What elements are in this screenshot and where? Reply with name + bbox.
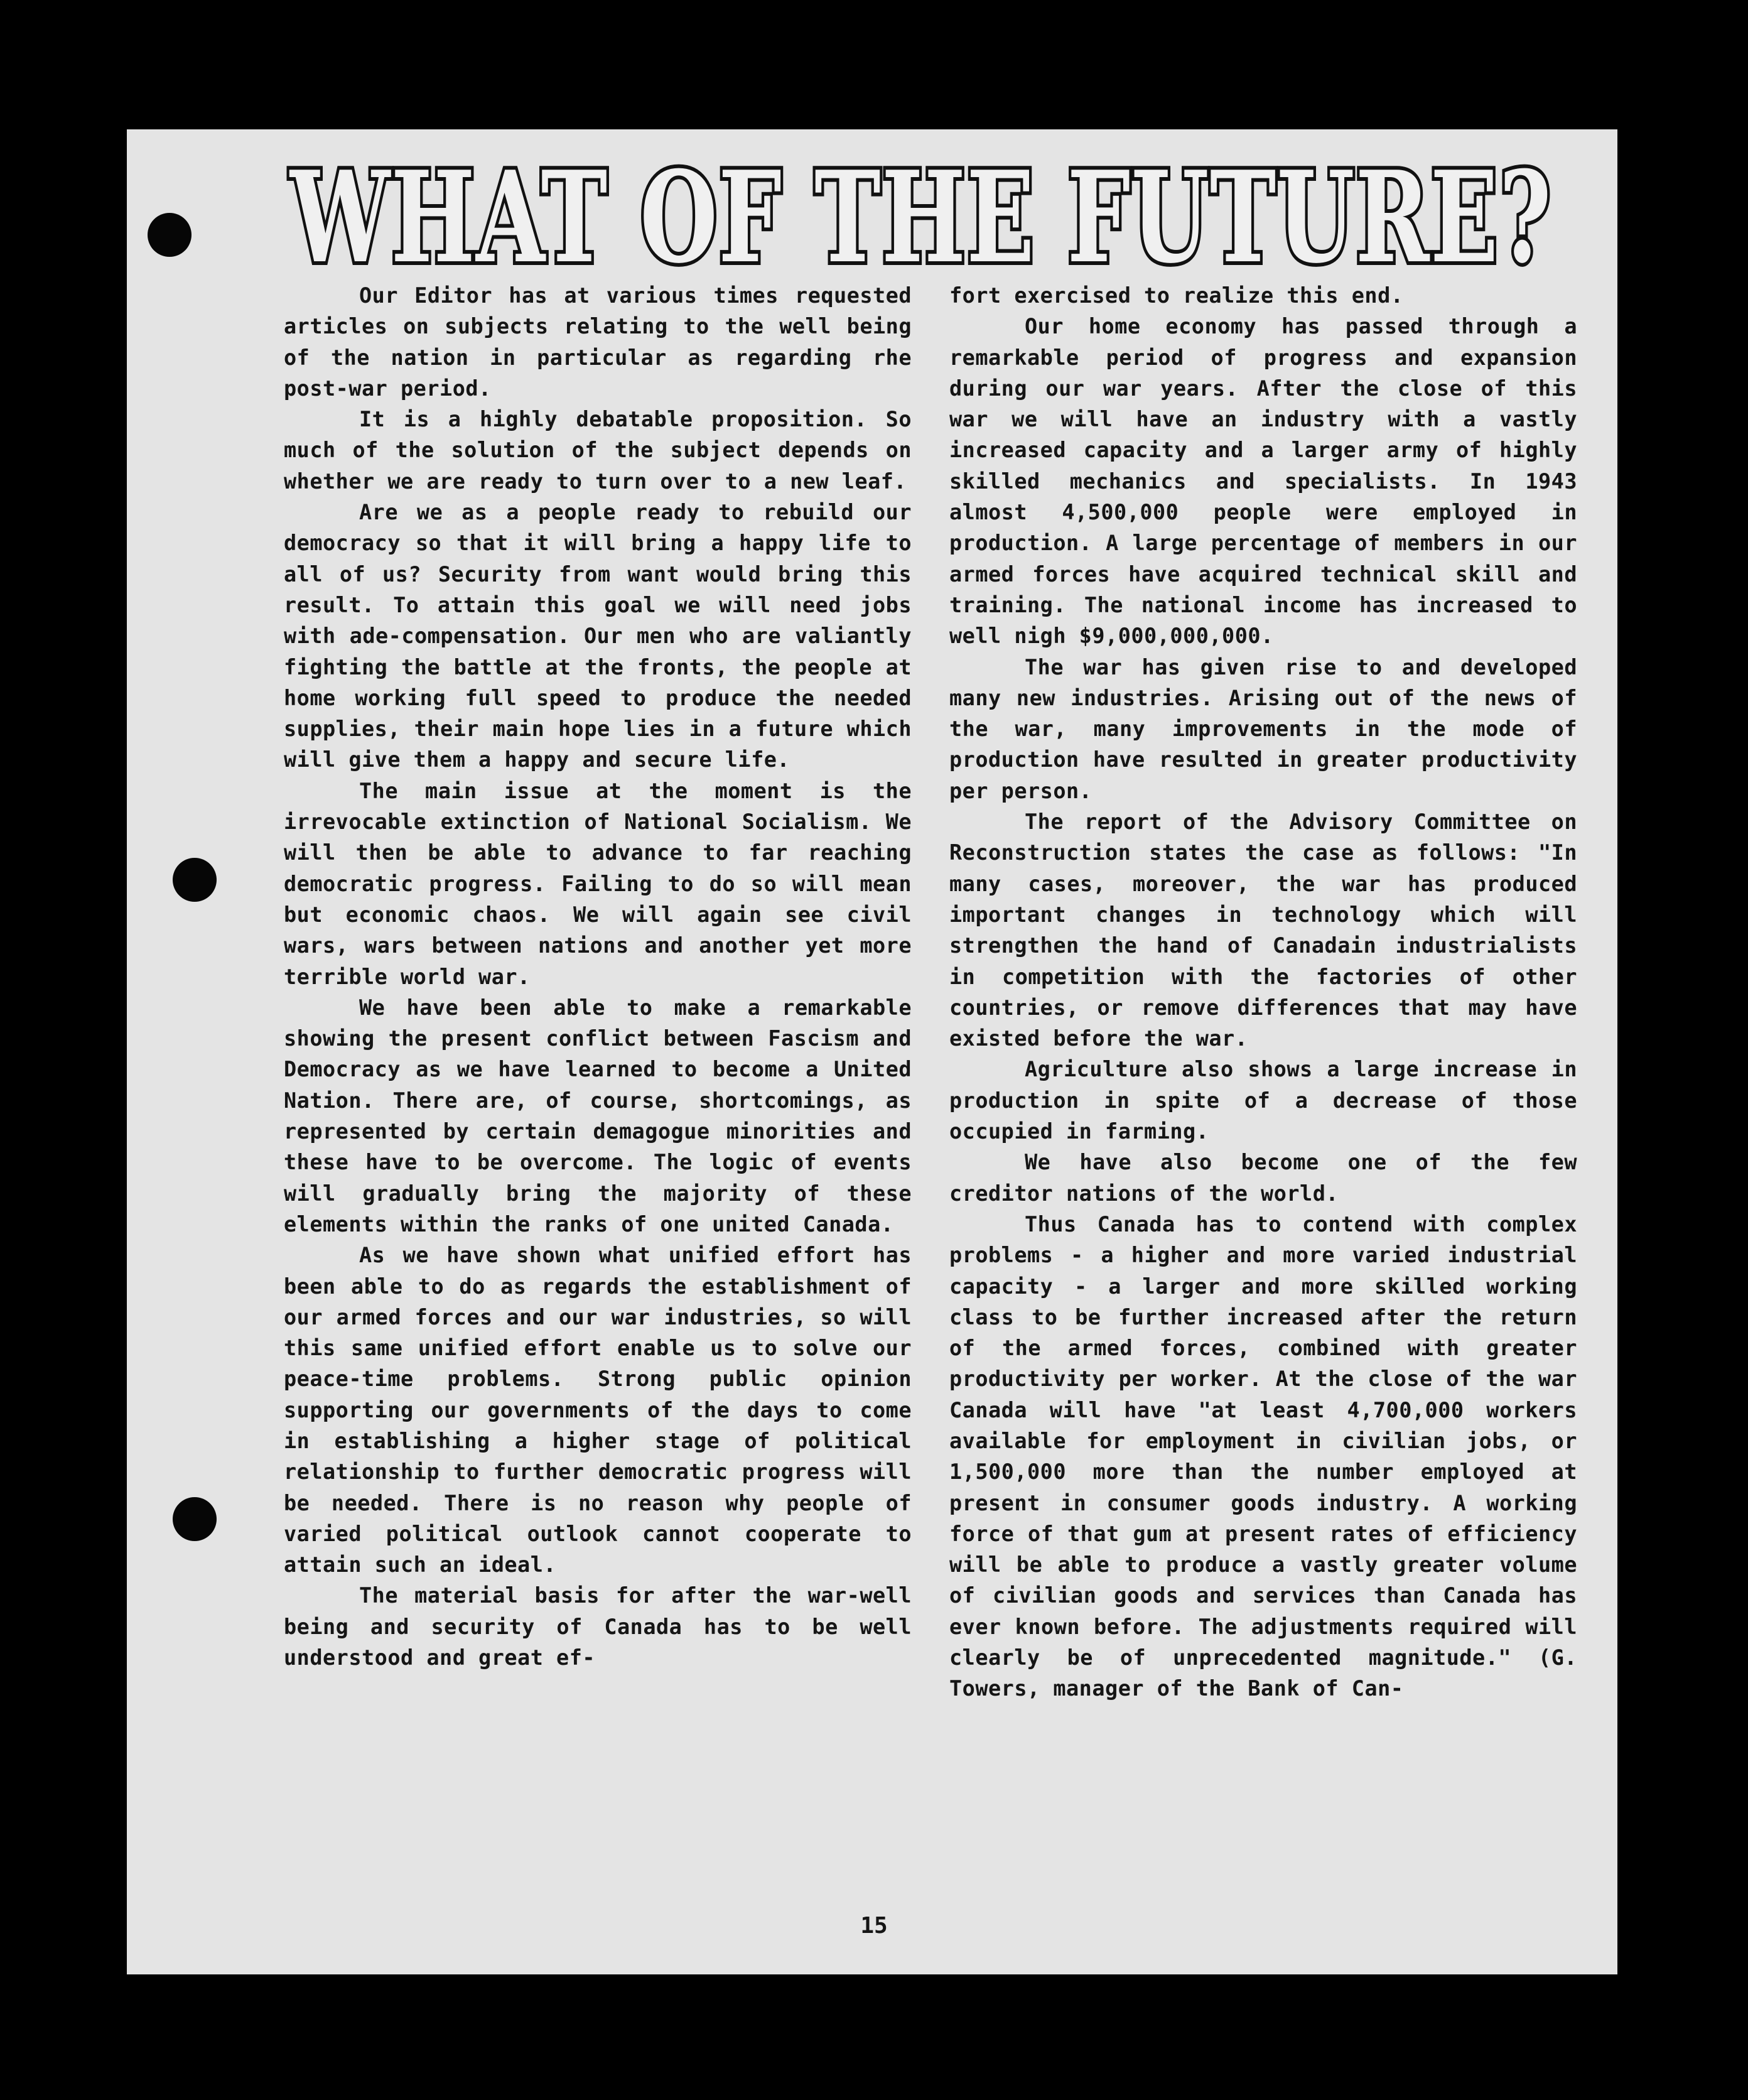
punch-hole (173, 1497, 217, 1541)
paragraph-continuation: fort exercised to realize this end. (949, 283, 1404, 308)
page-number: 15 (860, 1913, 888, 1939)
paragraph: Thus Canada has to contend with complex problems - a higher and more varied industrial capacity - a larger and more skilled working class to be further increased after the return of the armed forces, combined with greater productivity per worker. At the close of the war Canada will have "at least 4,700,000 workers available for employment in civilian jobs, or 1,500,000 more than the number employed at present in consumer goods industry. A working force of that gum at present rates of efficiency will be able to produce a vastly greater volume of civilian goods and services than Canada has ever known before. The adjustments required will clearly be of unprecedented magnitude." (G. Towers, manager of the Bank of Can- (949, 1211, 1577, 1701)
paragraph: We have also become one of the few creditor nations of the world. (949, 1150, 1577, 1206)
paragraph: Our home economy has passed through a remarkable period of progress and expansion during our war years. After the close of this war we will have an industry with a vastly increased capacity and a larger army of highly skilled mechanics and specialists. In 1943 almost 4,500,000 people were employed in production. A large percentage of members in our armed forces have acquired technical skill and training. The national income has increased to well nigh $9,000,000,000. (949, 314, 1577, 649)
paragraph: It is a highly debatable proposition. So much of the solution of the subject depends on whether we are ready to turn over to a new leaf. (284, 407, 912, 494)
paragraph: We have been able to make a remarkable showing the present conflict between Fascism and Democracy as we have learned to become a United Nation. There are, of course, shortcomings, as represented by certain demagogue minorities and these have to be overcome. The logic of events will gradually bring the majority of these elements within the ranks of one united Canada. (284, 995, 912, 1237)
paragraph: The main issue at the moment is the irrevocable extinction of National Socialism. We will then be able to advance to far reaching democratic progress. Failing to do so will mean but economic chaos. We will again see civil wars, wars between nations and another yet more terrible world war. (284, 778, 912, 989)
article-title (284, 142, 1565, 286)
right-column (949, 280, 1577, 1704)
left-column (284, 280, 912, 1673)
paragraph: Are we as a people ready to rebuild our democracy so that it will bring a happy life to all of us? Security from want would bring this result. To attain this goal we will need jobs with ade-compensation. Our men who are valiantly fighting the battle at the fronts, the people at home working full speed to produce the needed supplies, their main hope lies in a future which will give them a happy and secure life. (284, 500, 912, 772)
paragraph: Our Editor has at various times requested articles on subjects relating to the well being of the nation in particular as regarding rhe post-war period. (284, 283, 912, 401)
article-title-text: WHAT OF THE FUTURE? (289, 144, 1552, 286)
paragraph: Agriculture also shows a large increase in production in spite of a decrease of those occupied in farming. (949, 1057, 1577, 1144)
document-page (127, 129, 1617, 1974)
punch-hole (148, 213, 192, 257)
paragraph: The material basis for after the war-well being and security of Canada has to be well understood and great ef- (284, 1583, 912, 1670)
paragraph: The report of the Advisory Committee on Reconstruction states the case as follows: "In many cases, moreover, the war has produced important changes in technology which will strengthen the hand of Canadain industrialists in competition with the factories of other countries, or remove differences that may have existed before the war. (949, 809, 1577, 1051)
paragraph: As we have shown what unified effort has been able to do as regards the establishment of our armed forces and our war industries, so will this same unified effort enable us to solve our peace-time problems. Strong public opinion supporting our governments of the days to come in establishing a higher stage of political relationship to further democratic progress will be needed. There is no reason why people of varied political outlook cannot cooperate to attain such an ideal. (284, 1243, 912, 1578)
paragraph: The war has given rise to and developed many new industries. Arising out of the news of the war, many improvements in the mode of production have resulted in greater productivity per person. (949, 654, 1577, 803)
punch-hole (173, 858, 217, 902)
